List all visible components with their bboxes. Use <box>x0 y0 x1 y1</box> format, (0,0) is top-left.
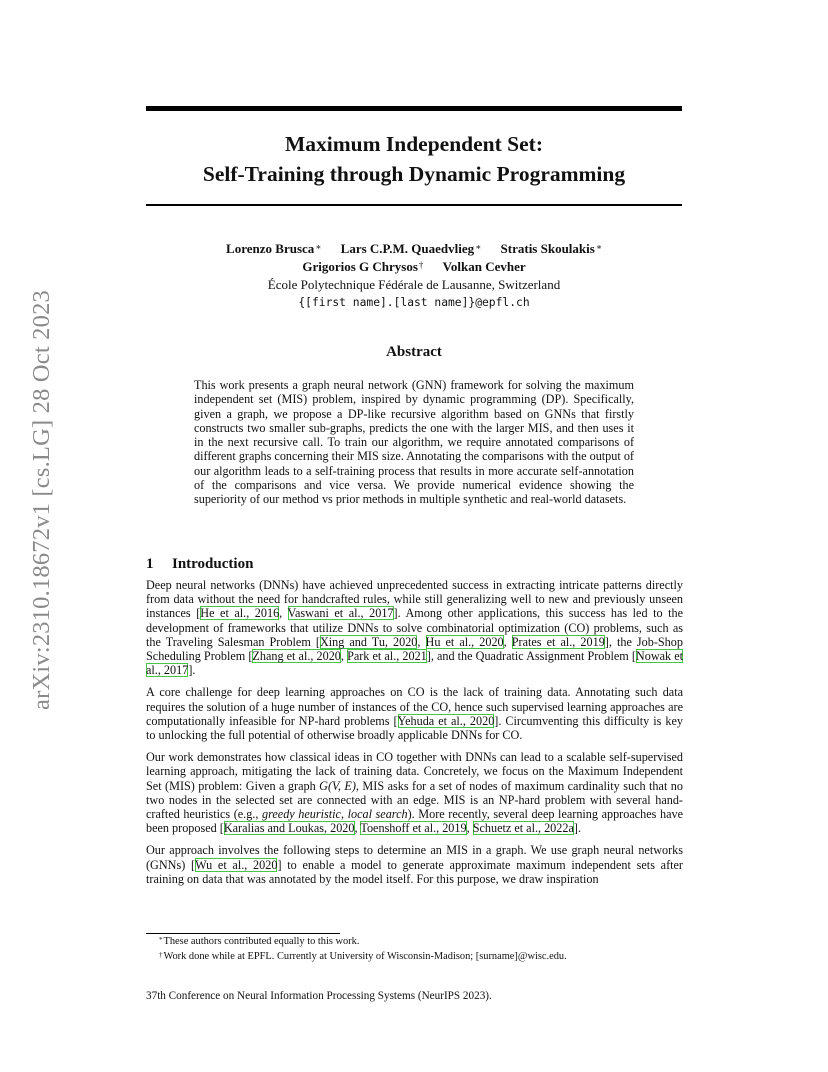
paragraph: A core challenge for deep learning approaches on CO is the lack of training data. Annotating such data requires the solution of a huge number of instances of the CO, hence such supervised learning approaches are computationally infeasible for NP-hard problems [Yehuda et al., 2020]. Circumventing this difficulty is key to unlocking the full potential of otherwise broadly applicable DNNs for CO. <box>146 685 684 743</box>
title-line-1: Maximum Independent Set: <box>284 132 543 156</box>
author: Grigorios G Chrysos† <box>302 259 424 274</box>
title-bottom-rule <box>146 204 682 206</box>
author: Lorenzo Brusca∗ <box>226 241 322 256</box>
math-graph: G(V, E) <box>319 778 356 793</box>
title-line-2: Self-Training through Dynamic Programming <box>202 162 626 186</box>
citation-link[interactable]: Hu et al., 2020 <box>425 634 504 649</box>
author-line-2 <box>146 258 682 276</box>
abstract-text: This work presents a graph neural network (GNN) framework for solving the maximum independent set (MIS) problem, inspired by dynamic programming (DP). Specifically, given a graph, we propose a DP-like recursive algorithm based on GNNs that firstly constructs two smaller sub-graphs, predicts the one with the larger MIS, and then uses it in the next recursive call. To train our algorithm, we require annotated comparisons of different graphs concerning their MIS size. Annotating the comparisons with the output of our algorithm leads to a self-training process that results in more accurate self-annotation of the comparisons and vice versa. We provide numerical evidence showing the superiority of our method vs prior methods in multiple synthetic and real-world datasets. <box>194 378 634 507</box>
citation-link[interactable]: Toenshoff et al., 2019 <box>360 821 467 836</box>
citation-link[interactable]: Xing and Tu, 2020 <box>319 634 418 649</box>
citation-link[interactable]: Prates et al., 2019 <box>511 634 605 649</box>
citation-link[interactable]: Schuetz et al., 2022a <box>472 821 574 836</box>
title-top-rule <box>146 106 682 111</box>
citation-link[interactable]: Karalias and Loukas, 2020 <box>223 821 355 836</box>
arxiv-stamp-text: arXiv:2310.18672v1 [cs.LG] 28 Oct 2023 <box>28 290 56 710</box>
author-block <box>146 240 682 312</box>
citation-link[interactable]: Wu et al., 2020 <box>195 857 278 872</box>
citation-link[interactable]: Park et al., 2021 <box>347 649 427 664</box>
section-title: Introduction <box>172 556 254 572</box>
section-number: 1 <box>146 556 154 572</box>
affiliation: École Polytechnique Fédérale de Lausanne, Switzerland <box>267 277 561 292</box>
citation-link[interactable]: He et al., 2016 <box>200 606 280 621</box>
citation-link[interactable]: Vaswani et al., 2017 <box>287 606 394 621</box>
abstract-heading: Abstract <box>386 344 442 360</box>
author: Stratis Skoulakis∗ <box>500 241 602 256</box>
footnote-2: †Work done while at EPFL. Currently at University of Wisconsin-Madison; [surname]@wisc.edu. <box>159 951 567 962</box>
author: Volkan Cevher <box>442 259 526 274</box>
paragraph: Deep neural networks (DNNs) have achieved unprecedented success in extracting intricate patterns directly from data without the need for handcrafted rules, while still generalizing well to new and previously unseen instances [He et al., 2016, Vaswani et al., 2017]. Among other applications, this success has led to the development of frameworks that utilize DNNs to solve combinatorial optimization (CO) problems, such as the Traveling Salesman Problem [Xing and Tu, 2020, Hu et al., 2020, Prates et al., 2019], the Job-Shop Scheduling Problem [Zhang et al., 2020, Park et al., 2021], and the Quadratic Assignment Problem [Nowak et al., 2017]. <box>146 578 684 678</box>
author: Lars C.P.M. Quaedvlieg∗ <box>340 241 482 256</box>
footnote-1: *These authors contributed equally to this work. <box>159 936 360 947</box>
citation-link[interactable]: Yehuda et al., 2020 <box>397 713 495 728</box>
paragraph: Our approach involves the following steps to determine an MIS in a graph. We use graph neural networks (GNNs) [Wu et al., 2020] to enable a model to generate approximate maximum independent sets after training on data that was annotated by the model itself. For this purpose, we draw inspiration <box>146 843 683 886</box>
citation-link[interactable]: Nowak et al., 2017 <box>146 649 684 678</box>
conference-note: 37th Conference on Neural Information Processing Systems (NeurIPS 2023). <box>146 990 492 1002</box>
footnote-rule <box>146 933 340 934</box>
paragraph: Our work demonstrates how classical ideas in CO together with DNNs can lead to a scalable self-supervised learning approach, mitigating the lack of training data. Concretely, we focus on the Maximum Independent Set (MIS) problem: Given a graph G(V, E), MIS asks for a set of nodes of maximum cardinality such that no two nodes in the selected set are connected with an edge. MIS is an NP-hard problem with several hand-crafted heuristics (e.g., greedy heuristic, local search). More recently, several deep learning approaches have been proposed [Karalias and Loukas, 2020, Toenshoff et al., 2019, Schuetz et al., 2022a]. <box>146 750 683 836</box>
paper-title <box>146 129 682 189</box>
author-line-1 <box>146 240 682 258</box>
body-text <box>146 578 683 894</box>
arxiv-stamp <box>20 290 64 710</box>
citation-link[interactable]: Zhang et al., 2020 <box>252 649 341 664</box>
section-heading <box>146 556 253 573</box>
author-email: {[first name].[last name]}@epfl.ch <box>298 296 530 309</box>
